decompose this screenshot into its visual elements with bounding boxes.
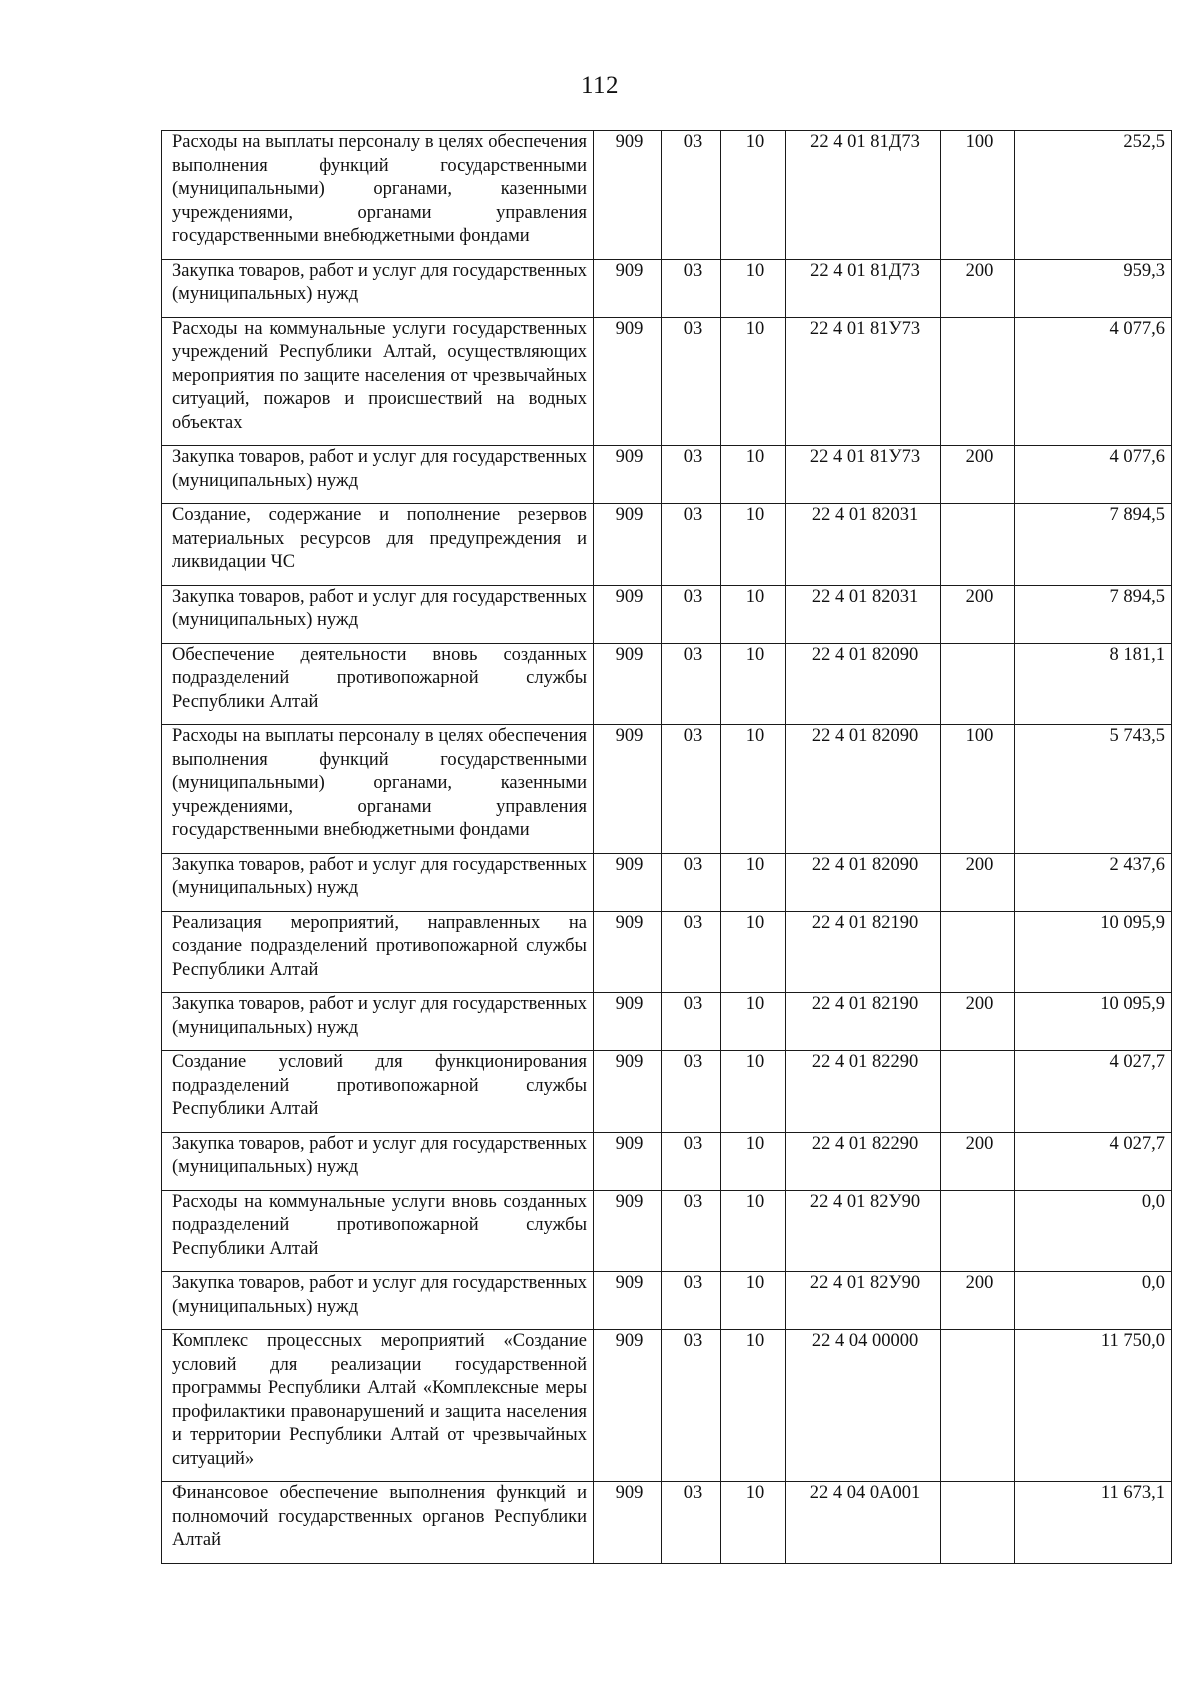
cell-name: Финансовое обеспечение выполнения функций и полномочий государственных органов Республики Алтай — [162, 1482, 594, 1564]
cell-ministry-code: 909 — [594, 1051, 662, 1133]
cell-amount: 2 437,6 — [1015, 853, 1172, 911]
cell-name: Закупка товаров, работ и услуг для государственных (муниципальных) нужд — [162, 853, 594, 911]
cell-expense-type — [941, 1190, 1015, 1272]
cell-subsection-code: 10 — [721, 993, 786, 1051]
cell-ministry-code: 909 — [594, 725, 662, 854]
cell-amount: 4 027,7 — [1015, 1051, 1172, 1133]
table-row — [162, 131, 1172, 260]
cell-amount: 10 095,9 — [1015, 993, 1172, 1051]
cell-ministry-code: 909 — [594, 1132, 662, 1190]
table-body — [162, 131, 1172, 1564]
cell-target-article: 22 4 01 82090 — [786, 725, 941, 854]
cell-name: Закупка товаров, работ и услуг для государственных (муниципальных) нужд — [162, 446, 594, 504]
table-row — [162, 1330, 1172, 1482]
page-number: 112 — [580, 72, 620, 99]
cell-amount: 11 673,1 — [1015, 1482, 1172, 1564]
cell-amount: 7 894,5 — [1015, 585, 1172, 643]
cell-subsection-code: 10 — [721, 504, 786, 586]
cell-name: Закупка товаров, работ и услуг для государственных (муниципальных) нужд — [162, 585, 594, 643]
cell-target-article: 22 4 01 81У73 — [786, 317, 941, 446]
cell-section-code: 03 — [662, 317, 721, 446]
cell-target-article: 22 4 01 82У90 — [786, 1272, 941, 1330]
cell-subsection-code: 10 — [721, 317, 786, 446]
cell-subsection-code: 10 — [721, 446, 786, 504]
cell-ministry-code: 909 — [594, 1190, 662, 1272]
cell-expense-type: 200 — [941, 446, 1015, 504]
table-row — [162, 446, 1172, 504]
cell-section-code: 03 — [662, 911, 721, 993]
cell-target-article: 22 4 04 00000 — [786, 1330, 941, 1482]
cell-section-code: 03 — [662, 1272, 721, 1330]
cell-amount: 5 743,5 — [1015, 725, 1172, 854]
cell-name: Реализация мероприятий, направленных на создание подразделений противопожарной службы Республики Алтай — [162, 911, 594, 993]
cell-name: Расходы на выплаты персоналу в целях обеспечения выполнения функций государственными (муниципальными) органами, казенными учреждениями, органами управления государственными внебюджетными фондами — [162, 725, 594, 854]
cell-target-article: 22 4 01 81У73 — [786, 446, 941, 504]
cell-expense-type: 100 — [941, 131, 1015, 260]
cell-name: Комплекс процессных мероприятий «Создание условий для реализации государственной программы Республики Алтай «Комплексные меры профилактики правонарушений и защита населения и территории Республики Алтай от чрезвычайных ситуаций» — [162, 1330, 594, 1482]
cell-ministry-code: 909 — [594, 446, 662, 504]
cell-subsection-code: 10 — [721, 131, 786, 260]
cell-subsection-code: 10 — [721, 259, 786, 317]
cell-expense-type — [941, 504, 1015, 586]
cell-name: Закупка товаров, работ и услуг для государственных (муниципальных) нужд — [162, 1272, 594, 1330]
cell-subsection-code: 10 — [721, 585, 786, 643]
cell-name: Создание условий для функционирования подразделений противопожарной службы Республики Алтай — [162, 1051, 594, 1133]
cell-ministry-code: 909 — [594, 643, 662, 725]
cell-target-article: 22 4 01 81Д73 — [786, 259, 941, 317]
table-row — [162, 725, 1172, 854]
cell-amount: 8 181,1 — [1015, 643, 1172, 725]
cell-target-article: 22 4 01 82190 — [786, 993, 941, 1051]
cell-subsection-code: 10 — [721, 1330, 786, 1482]
cell-subsection-code: 10 — [721, 1190, 786, 1272]
cell-subsection-code: 10 — [721, 911, 786, 993]
cell-amount: 7 894,5 — [1015, 504, 1172, 586]
cell-section-code: 03 — [662, 1132, 721, 1190]
cell-subsection-code: 10 — [721, 853, 786, 911]
cell-section-code: 03 — [662, 1482, 721, 1564]
table-row — [162, 1132, 1172, 1190]
cell-subsection-code: 10 — [721, 1482, 786, 1564]
cell-target-article: 22 4 01 82290 — [786, 1132, 941, 1190]
cell-subsection-code: 10 — [721, 1051, 786, 1133]
cell-amount: 10 095,9 — [1015, 911, 1172, 993]
cell-expense-type — [941, 643, 1015, 725]
cell-subsection-code: 10 — [721, 643, 786, 725]
cell-section-code: 03 — [662, 853, 721, 911]
cell-target-article: 22 4 01 81Д73 — [786, 131, 941, 260]
cell-amount: 0,0 — [1015, 1190, 1172, 1272]
cell-expense-type: 200 — [941, 853, 1015, 911]
cell-section-code: 03 — [662, 1330, 721, 1482]
cell-target-article: 22 4 01 82290 — [786, 1051, 941, 1133]
cell-amount: 4 077,6 — [1015, 446, 1172, 504]
cell-section-code: 03 — [662, 259, 721, 317]
cell-ministry-code: 909 — [594, 317, 662, 446]
cell-section-code: 03 — [662, 993, 721, 1051]
cell-target-article: 22 4 01 82090 — [786, 853, 941, 911]
cell-target-article: 22 4 01 82У90 — [786, 1190, 941, 1272]
cell-target-article: 22 4 01 82031 — [786, 585, 941, 643]
table-row — [162, 259, 1172, 317]
cell-ministry-code: 909 — [594, 504, 662, 586]
cell-expense-type — [941, 911, 1015, 993]
cell-expense-type: 200 — [941, 585, 1015, 643]
table-row — [162, 317, 1172, 446]
cell-target-article: 22 4 04 0А001 — [786, 1482, 941, 1564]
cell-section-code: 03 — [662, 643, 721, 725]
cell-subsection-code: 10 — [721, 725, 786, 854]
cell-target-article: 22 4 01 82190 — [786, 911, 941, 993]
cell-section-code: 03 — [662, 725, 721, 854]
table-row — [162, 1051, 1172, 1133]
cell-section-code: 03 — [662, 504, 721, 586]
table-row — [162, 1482, 1172, 1564]
cell-ministry-code: 909 — [594, 993, 662, 1051]
cell-name: Закупка товаров, работ и услуг для государственных (муниципальных) нужд — [162, 1132, 594, 1190]
cell-section-code: 03 — [662, 1190, 721, 1272]
cell-name: Расходы на коммунальные услуги государственных учреждений Республики Алтай, осуществляющих мероприятия по защите населения от чрезвычайных ситуаций, пожаров и происшествий на водных объектах — [162, 317, 594, 446]
cell-expense-type: 200 — [941, 993, 1015, 1051]
cell-name: Расходы на коммунальные услуги вновь созданных подразделений противопожарной службы Республики Алтай — [162, 1190, 594, 1272]
cell-ministry-code: 909 — [594, 911, 662, 993]
table-row — [162, 643, 1172, 725]
cell-amount: 959,3 — [1015, 259, 1172, 317]
cell-amount: 11 750,0 — [1015, 1330, 1172, 1482]
cell-name: Закупка товаров, работ и услуг для государственных (муниципальных) нужд — [162, 993, 594, 1051]
cell-name: Создание, содержание и пополнение резервов материальных ресурсов для предупреждения и ликвидации ЧС — [162, 504, 594, 586]
cell-amount: 4 027,7 — [1015, 1132, 1172, 1190]
table-row — [162, 993, 1172, 1051]
cell-expense-type: 200 — [941, 1132, 1015, 1190]
cell-expense-type: 200 — [941, 259, 1015, 317]
cell-section-code: 03 — [662, 446, 721, 504]
cell-ministry-code: 909 — [594, 1482, 662, 1564]
cell-amount: 0,0 — [1015, 1272, 1172, 1330]
cell-expense-type — [941, 1051, 1015, 1133]
cell-name: Обеспечение деятельности вновь созданных подразделений противопожарной службы Республики Алтай — [162, 643, 594, 725]
cell-subsection-code: 10 — [721, 1132, 786, 1190]
budget-table — [161, 130, 1172, 1564]
cell-expense-type — [941, 1482, 1015, 1564]
cell-section-code: 03 — [662, 1051, 721, 1133]
table-row — [162, 911, 1172, 993]
cell-ministry-code: 909 — [594, 853, 662, 911]
cell-expense-type — [941, 1330, 1015, 1482]
table-row — [162, 1272, 1172, 1330]
cell-ministry-code: 909 — [594, 1330, 662, 1482]
cell-ministry-code: 909 — [594, 585, 662, 643]
cell-section-code: 03 — [662, 131, 721, 260]
cell-name: Расходы на выплаты персоналу в целях обеспечения выполнения функций государственными (муниципальными) органами, казенными учреждениями, органами управления государственными внебюджетными фондами — [162, 131, 594, 260]
cell-amount: 252,5 — [1015, 131, 1172, 260]
table-row — [162, 585, 1172, 643]
cell-ministry-code: 909 — [594, 131, 662, 260]
cell-name: Закупка товаров, работ и услуг для государственных (муниципальных) нужд — [162, 259, 594, 317]
table-row — [162, 853, 1172, 911]
cell-expense-type: 100 — [941, 725, 1015, 854]
cell-amount: 4 077,6 — [1015, 317, 1172, 446]
cell-ministry-code: 909 — [594, 1272, 662, 1330]
cell-ministry-code: 909 — [594, 259, 662, 317]
cell-target-article: 22 4 01 82090 — [786, 643, 941, 725]
cell-expense-type: 200 — [941, 1272, 1015, 1330]
cell-subsection-code: 10 — [721, 1272, 786, 1330]
cell-target-article: 22 4 01 82031 — [786, 504, 941, 586]
table-row — [162, 504, 1172, 586]
cell-section-code: 03 — [662, 585, 721, 643]
cell-expense-type — [941, 317, 1015, 446]
table-row — [162, 1190, 1172, 1272]
